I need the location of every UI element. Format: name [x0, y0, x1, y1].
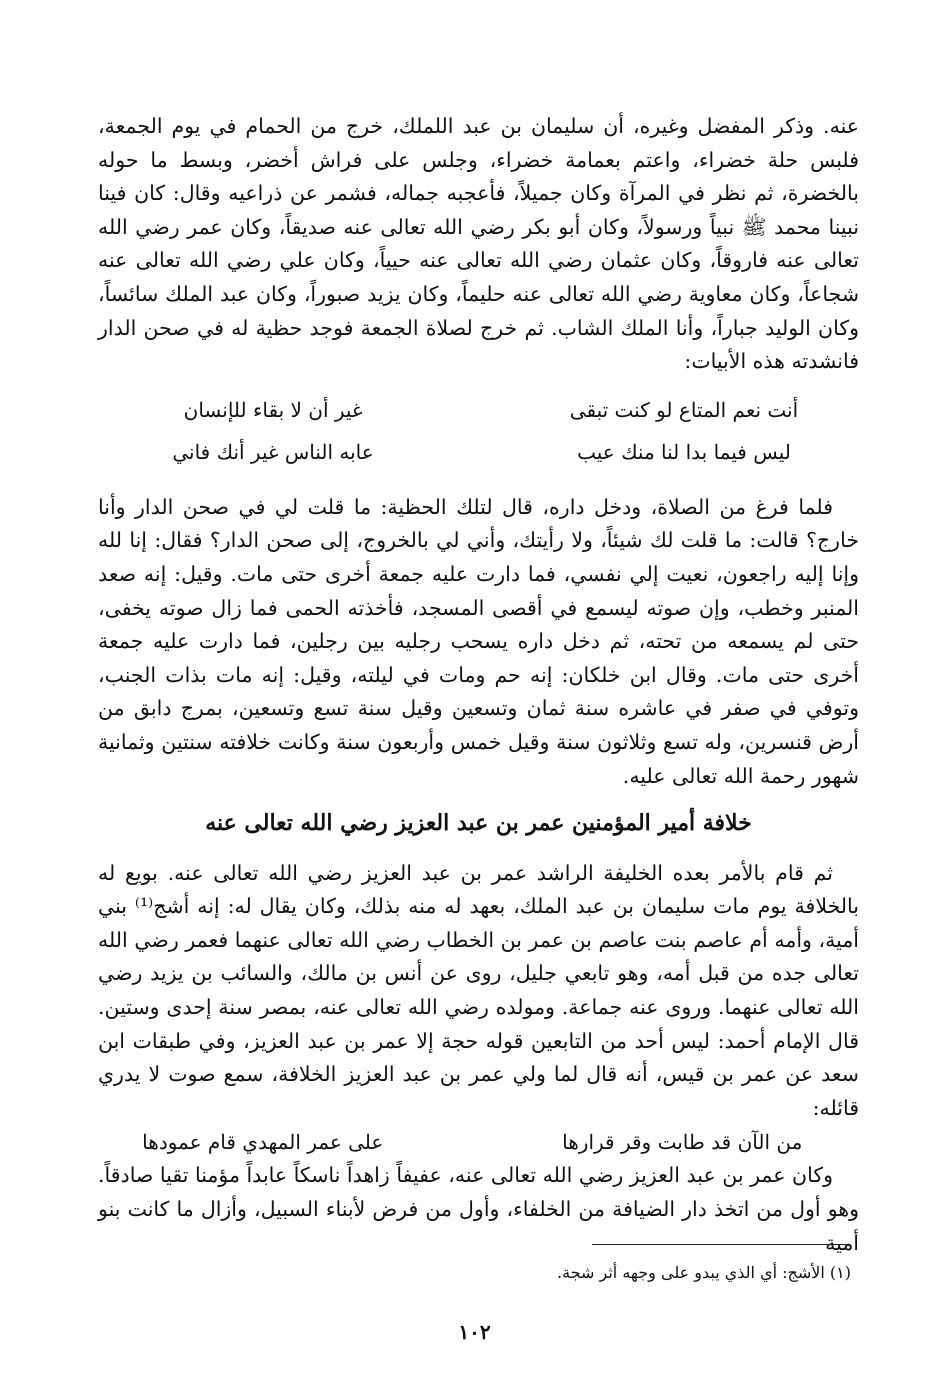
footnote-divider	[592, 1244, 846, 1245]
page-number: ١٠٢	[458, 1320, 491, 1344]
poem-2	[98, 1125, 847, 1159]
paragraph-3: ثم قام بالأمر بعده الخليفة الراشد عمر بن عبد العزيز رضي الله تعالى عنه. بويع له بالخلافة يوم مات سليمان بن عبد الملك، بعهد له منه بذلك، وكان يقال له: إنه أشج⁽¹⁾ بني أمية، وأمه أم عاصم بنت عاصم بن عمر بن الخطاب رضي الله تعالى عنهما فعمر رضي الله تعالى جده من قبل أمه، وهو تابعي جليل، روى عن أنس بن مالك، والسائب بن يزيد رضي الله تعالى عنهما. وروى عنه جماعة. ومولده رضي الله تعالى عنه، بمصر سنة إحدى وستين. قال الإمام أحمد: ليس أحد من التابعين قوله حجة إلا عمر بن عبد العزيز، وفي طبقات ابن سعد عن عمر بن قيس، أنه قال لما ولي عمر بن عبد العزيز الخلافة، سمع صوت لا يدري قائله:	[98, 860, 860, 1120]
main-text	[98, 110, 859, 1260]
footnote: (١) الأشج: أي الذي يبدو على وجهه أثر شجة.	[557, 1263, 851, 1282]
poem-1-line-2-left: عابه الناس غير أنك فاني	[172, 439, 374, 464]
poem-1-line-1	[98, 389, 859, 431]
poem-2-right: من الآن قد طابت وقر قرارها	[562, 1130, 803, 1155]
paragraph-2: فلما فرغ من الصلاة، ودخل داره، قال لتلك الحظية: ما قلت لي في صحن الدار وأنا خارج؟ قالت: ما قلت لك شيئاً، ولا رأيتك، وأني لي بالخروج، إلى صحن الدار؟ فقال: إنا لله وإنا إليه راجعون، نعيت إلي نفسي، فما دارت عليه جمعة أخرى حتى مات. وقيل: إنه صعد المنبر وخطب، وإن صوته ليسمع في أقصى المسجد، فأخذته الحمى فما زال صوته يخفى، حتى لم يسمعه من تحته، ثم دخل داره يسحب رجليه بين رجلين، فما دارت عليه جمعة أخرى حتى مات. وقال ابن خلكان: إنه حم ومات في ليلته، وقيل: إنه مات بذات الجنب، وتوفي في صفر في عاشره سنة ثمان وتسعين وقيل سنة تسع وتسعين، بمرج دابق من أرض قنسرين، وله تسع وثلاثون سنة وقيل خمس وأربعون سنة وكانت خلافته سنتين وثمانية شهور رحمة الله تعالى عليه.	[98, 494, 859, 788]
poem-1-line-2	[98, 431, 859, 473]
section-heading: خلافة أمير المؤمنين عمر بن عبد العزيز رضي الله تعالى عنه	[205, 810, 752, 837]
poem-1-line-1-left: غير أن لا بقاء للإنسان	[183, 397, 363, 422]
poem-2-left: على عمر المهدي قام عمودها	[142, 1130, 384, 1155]
poem-1-line-2-right: ليس فيما بدا لنا منك عيب	[577, 439, 791, 464]
paragraph-4: وكان عمر بن عبد العزيز رضي الله تعالى عنه، عفيفاً زاهداً ناسكاً عابداً مؤمنا تقيا صادقاً. وهو أول من اتخذ دار الضيافة من الخلفاء، وأول من فرض لأبناء السبيل، وأزال ما كانت بنو أمية	[98, 1163, 859, 1255]
paragraph-1: عنه. وذكر المفضل وغيره، أن سليمان بن عبد اللملك، خرج من الحمام في يوم الجمعة، فلبس حلة خضراء، واعتم بعمامة خضراء، وجلس على فراش أخضر، وبسط ما حوله بالخضرة، ثم نظر في المرآة وكان جميلاً، فأعجبه جماله، فشمر عن ذراعيه وقال: كان فينا نبينا محمد ﷺ نبياً ورسولاً، وكان أبو بكر رضي الله تعالى عنه صديقاً، وكان عمر رضي الله تعالى عنه فاروقاً، وكان عثمان رضي الله تعالى عنه حيياً، وكان علي رضي الله تعالى عنه شجاعاً، وكان معاوية رضي الله تعالى عنه حليماً، وكان يزيد صبوراً، وكان عبد الملك سائساً، وكان الوليد جباراً، وأنا الملك الشاب. ثم خرج لصلاة الجمعة فوجد حظية له في صحن الدار فانشدته هذه الأبيات:	[98, 114, 859, 374]
poem-1-line-1-right: أنت نعم المتاع لو كنت تبقى	[569, 397, 799, 422]
poem-1	[98, 389, 859, 473]
